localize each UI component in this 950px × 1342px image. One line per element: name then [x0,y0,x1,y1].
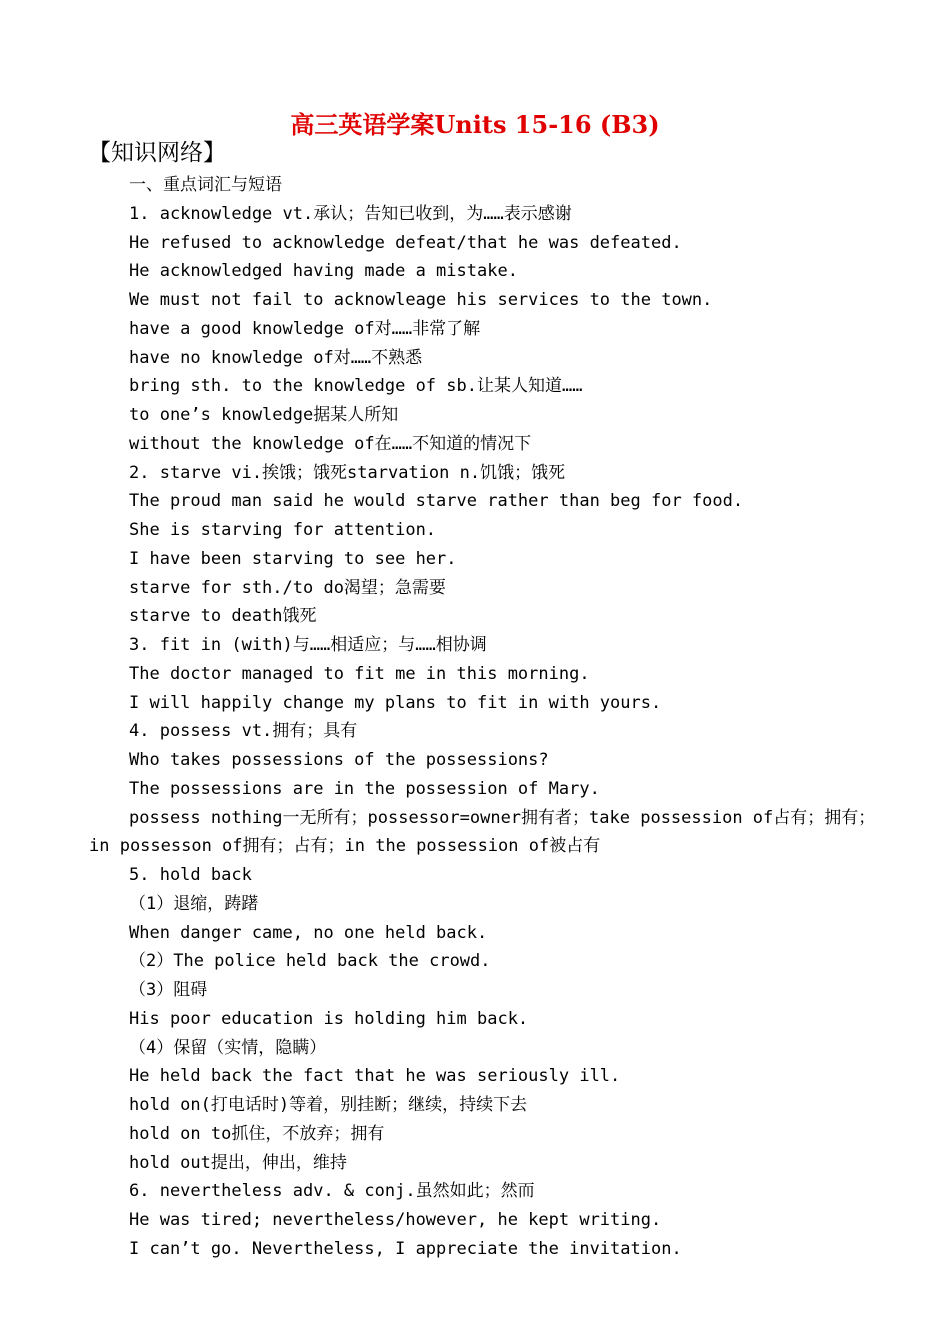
document-title: 高三英语学案Units 15-16 (B3) [290,110,660,139]
text-line: （4）保留（实情，隐瞒） [129,1037,327,1058]
text-line: have no knowledge of对……不熟悉 [129,347,423,368]
text-line: He acknowledged having made a mistake. [129,261,518,282]
text-line: I have been starving to see her. [129,548,457,569]
text-line: have a good knowledge of对……非常了解 [129,318,481,339]
text-line: 3. fit in (with)与……相适应；与……相协调 [129,635,487,655]
text-line: 6. nevertheless adv. & conj.虽然如此；然而 [129,1181,535,1202]
text-line: He held back the fact that he was seriously ill. [129,1066,621,1087]
text-line: hold out提出，伸出，维持 [129,1152,347,1173]
text-line: possess nothing一无所有；possessor=owner拥有者；take possession of占有；拥有； [129,807,876,828]
text-line: He refused to acknowledge defeat/that he was defeated. [129,232,682,253]
text-line: （1）退缩，踌躇 [129,893,259,914]
text-line: I will happily change my plans to fit in with yours. [129,692,662,713]
section-heading: 【知识网络】 [88,140,226,166]
text-line: starve for sth./to do渴望；急需要 [129,577,446,598]
text-line: （3）阻碍 [129,980,208,1000]
text-line: 4. possess vt.拥有；具有 [129,721,358,742]
text-line: The possessions are in the possession of Mary. [129,778,600,799]
text-line: 5. hold back [129,865,252,885]
text-line: 1. acknowledge vt.承认；告知已收到，为……表示感谢 [129,203,572,224]
text-line: The proud man said he would starve rather than beg for food. [129,491,744,512]
text-line: hold on to抓住，不放弃；拥有 [129,1123,385,1144]
text-line: We must not fail to acknowleage his services to the town. [129,290,713,310]
text-line: （2）The police held back the crowd. [129,951,491,972]
text-line: The doctor managed to fit me in this morning. [129,663,590,684]
text-line: 2. starve vi.挨饿；饿死starvation n.饥饿；饿死 [129,462,566,483]
text-line: in possesson of拥有；占有；in the possession of被占有 [89,836,601,857]
text-line: She is starving for attention. [129,520,437,540]
text-line: His poor education is holding him back. [129,1008,529,1029]
text-line: without the knowledge of在……不知道的情况下 [129,433,532,454]
text-line: When danger came, no one held back. [129,922,488,943]
text-line: to one’s knowledge据某人所知 [129,405,399,425]
text-line: Who takes possessions of the possessions? [129,750,549,770]
text-line: starve to death饿死 [129,606,317,627]
text-line: He was tired; nevertheless/however, he kept writing. [129,1210,662,1230]
text-line: bring sth. to the knowledge of sb.让某人知道…… [129,376,583,397]
text-line: hold on(打电话时)等着，别挂断；继续，持续下去 [129,1095,528,1115]
text-line: I can’t go. Nevertheless, I appreciate the invitation. [129,1238,682,1259]
text-line: 一、重点词汇与短语 [129,175,282,195]
